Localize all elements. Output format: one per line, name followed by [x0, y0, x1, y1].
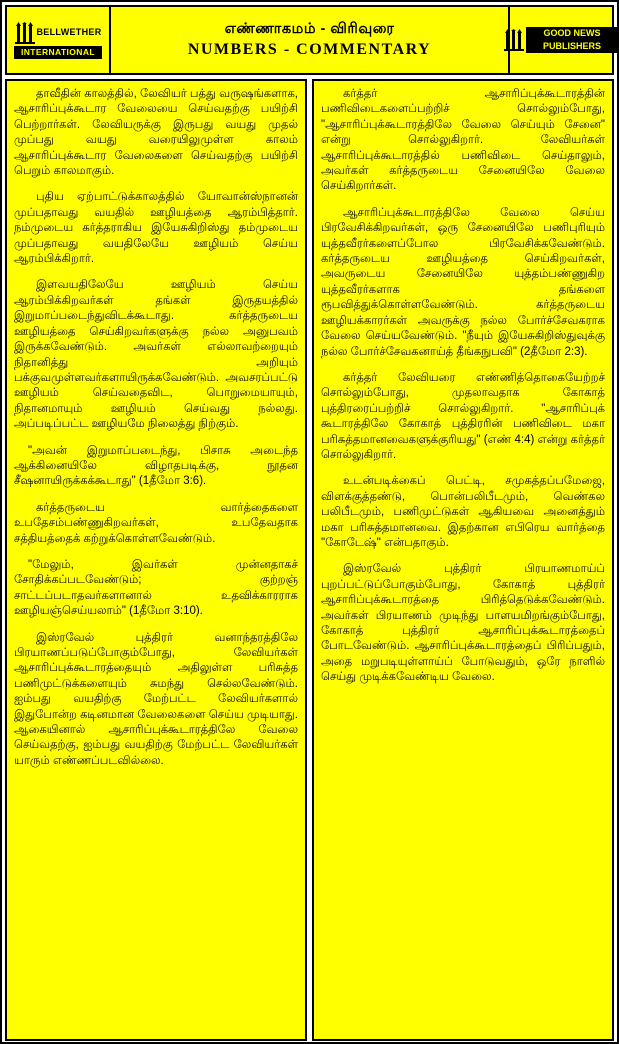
torch-icon — [15, 22, 35, 44]
good-news-line2: PUBLISHERS — [526, 40, 618, 53]
paragraph: ஆசாரிப்புக்கூடாரத்திலே வேலை செய்ய பிரவேசிக்கிறவர்கள், ஒரு சேனையிலே பணிபுரியும் யுத்தவீரர்களைப்போல பிரவேசிக்கவேண்டும். கர்த்தருடைய ஊழியத்தை செய்கிறவர்கள், அவருடைய சேனையிலே யுத்தம்பண்ணுகிற யுத்தவீரர்களாக தங்களை ரூபவித்துக்கொள்ளவேண்டும். கர்த்தருடைய ஊழியக்காரர்கள் அவருக்கு நல்ல போர்ச்சேவகராக வேலை செய்யவேண்டும். "நீயும் இயேசுகிறிஸ்துவுக்கு நல்ல போர்ச்சேவகனாய்த் தீங்கநுபவி" (2தீமோ 2:3). — [321, 206, 605, 358]
paragraph: இளவயதிலேயே ஊழியம் செய்ய ஆரம்பிக்கிறவர்கள் தங்கள் இருதயத்தில் இறுமாப்படைந்துவிடக்கூடாது. கர்த்தருடைய ஊழியத்தை செய்கிறவர்களுக்கு நல்ல அனுபவம் இருக்கவேண்டும். அவர்கள் எல்லாவற்றையும் நிதானித்து அறியும் பக்குவமுள்ளவர்களாயிருக்கவேண்டும். அவசரப்பட்டு ஊழியம் செய்வதைவிட, பொறுமையாயும், நிதானமாயும் ஊழியம் செய்வது நல்லது. அப்படிப்பட்ட ஊழியமே நிலைத்து நிற்கும். — [14, 279, 298, 431]
paragraph: இஸ்ரவேல் புத்திரர் பிரயாணமாய்ப் புறப்பட்டுப்போகும்போது, கோகாத் புத்திரர் ஆசாரிப்புக்கூடாரத்தை பிரித்தெடுக்கவேண்டும். அவர்கள் பிரயாணம் முடிந்து பாளயமிறங்கும்போது, கோகாத் புத்திரர் ஆசாரிப்புக்கூடாரத்தைப் போடவேண்டும். ஆசாரிப்புக்கூடாரத்தைப் பிரிப்பதும், அதை மறுபடியுள்ளாய்ப் போடுவதும், ஒரே நாளில் செய்து முடிக்கவேண்டிய வேலை. — [321, 563, 605, 684]
bellwether-line1: BELLWETHER — [36, 27, 102, 37]
paragraph: தாவீதின் காலத்தில், லேவியர் பத்து வருஷங்களாக, ஆசாரிப்புக்கூடார வேலையை செய்வதற்கு பயிற்சி பெற்றார்கள். லேவியருக்கு இருபது வயது முதல் முப்பது வயது வரையிலுமுள்ள காலம் ஆசாரிப்புக்கூடார வேலைகளை செய்வதற்கு பயிற்சி பெறும் காலமாகும். — [14, 88, 299, 178]
good-news-line1: GOOD NEWS — [526, 27, 618, 40]
paragraph: உடன்படிக்கைப் பெட்டி, சமுகத்தப்பமேஜை, விளக்குத்தண்டு, பொன்பலிபீடமும், வெண்கல பலிபீடமும், பணிமுட்டுகள் ஆகியவை அனைத்தும் மகா பரிசுத்தமானவை. இதற்கான எபிரெய வார்த்தை "கோடேஷ்" என்பதாகும். — [321, 475, 605, 549]
right-column — [312, 79, 614, 1041]
good-news-text-stack — [526, 27, 618, 53]
page-title — [111, 7, 508, 73]
bellwether-international-logo — [7, 7, 111, 73]
scripture-quote: "அவன் இறுமாப்படைந்து, பிசாசு அடைந்த ஆக்கினையிலே விழாதபடிக்கு, நூதன சீஷனாயிருக்கக்கூடாது" (1தீமோ 3:6). — [14, 444, 298, 488]
title-tamil: எண்ணாகமம் - விரிவுரை — [224, 21, 395, 37]
page-header — [5, 5, 614, 75]
body-columns — [5, 79, 614, 1041]
scripture-quote: "மேலும், இவர்கள் முன்னதாகச் சோதிக்கப்படவேண்டும்; குற்றஞ் சாட்டப்படாதவர்களானால் உதவிக்காரராக ஊழியஞ்செய்யலாம்" (1தீமோ 3:10). — [14, 558, 298, 618]
title-english: NUMBERS - COMMENTARY — [187, 41, 432, 58]
logo-row-left — [7, 22, 109, 44]
good-news-publishers-logo — [508, 7, 612, 73]
paragraph: கர்த்தர் லேவியரை எண்ணித்தொகையேற்றச் சொல்லும்போது, முதலாவதாக கோகாத் புத்திரரைப்பற்றிச் சொல்லுகிறார். "ஆசாரிப்புக் கூடாரத்திலே கோகாத் புத்திரரின் பணிவிடை மகா பரிசுத்தமானவைகளுக்குரியது" (எண் 4:4) என்று கர்த்தர் சொல்லுகிறார். — [321, 371, 605, 461]
torch-icon — [504, 29, 524, 51]
bellwether-line2: INTERNATIONAL — [14, 46, 102, 59]
paragraph: கர்த்தருடைய வார்த்தைகளை உபதேசம்பண்ணுகிறவர்கள், உபதேவதாக சத்தியத்தைக் கற்றுக்கொள்ளவேண்டும். — [14, 501, 298, 545]
left-column — [5, 79, 307, 1041]
paragraph: புதிய ஏற்பாட்டுக்காலத்தில் யோவான்ஸ்நானன் முப்பதாவது வயதில் ஊழியத்தை ஆரம்பித்தார். நம்முடைய கர்த்தராகிய இயேசுகிறிஸ்து தம்முடைய முப்பதாவது வயதிலேயே ஊழியம் செய்ய ஆரம்பிக்கிறார். — [14, 191, 298, 266]
paragraph: இஸ்ரவேல் புத்திரர் வனாந்தரத்திலே பிரயாணப்படுப்போகும்போது, லேவியர்கள் ஆசாரிப்புக்கூடாரத்தையும் அதிலுள்ள பரிசுத்த பணிமுட்டுக்களையும் சுமந்து செல்லவேண்டும். ஐம்பது வயதிற்கு மேற்பட்ட லேவியர்களால் இதுபோன்ற கடினமான வேலைகளை செய்ய முடியாது. ஆகையினால் ஆசாரிப்புக்கூடாரத்திலே வேலை செய்வதற்கு, ஐம்பது வயதிற்கு மேற்பட்ட லேவியர்கள் யாரும் எண்ணப்படவில்லை. — [14, 631, 298, 767]
paragraph: கர்த்தர் ஆசாரிப்புக்கூடாரத்தின் பணிவிடைகளைப்பற்றிச் சொல்லும்போது, "ஆசாரிப்புக்கூடாரத்திலே வேலை செய்யும் சேனை" என்று சொல்லுகிறார். லேவியர்கள் ஆசாரிப்புக்கூடாரத்தில் பணிவிடை செய்தாலும், அவர்கள் கர்த்தருடைய சேனையிலே வேலை செய்கிறார்கள். — [321, 88, 605, 193]
logo-row-right — [510, 27, 612, 53]
